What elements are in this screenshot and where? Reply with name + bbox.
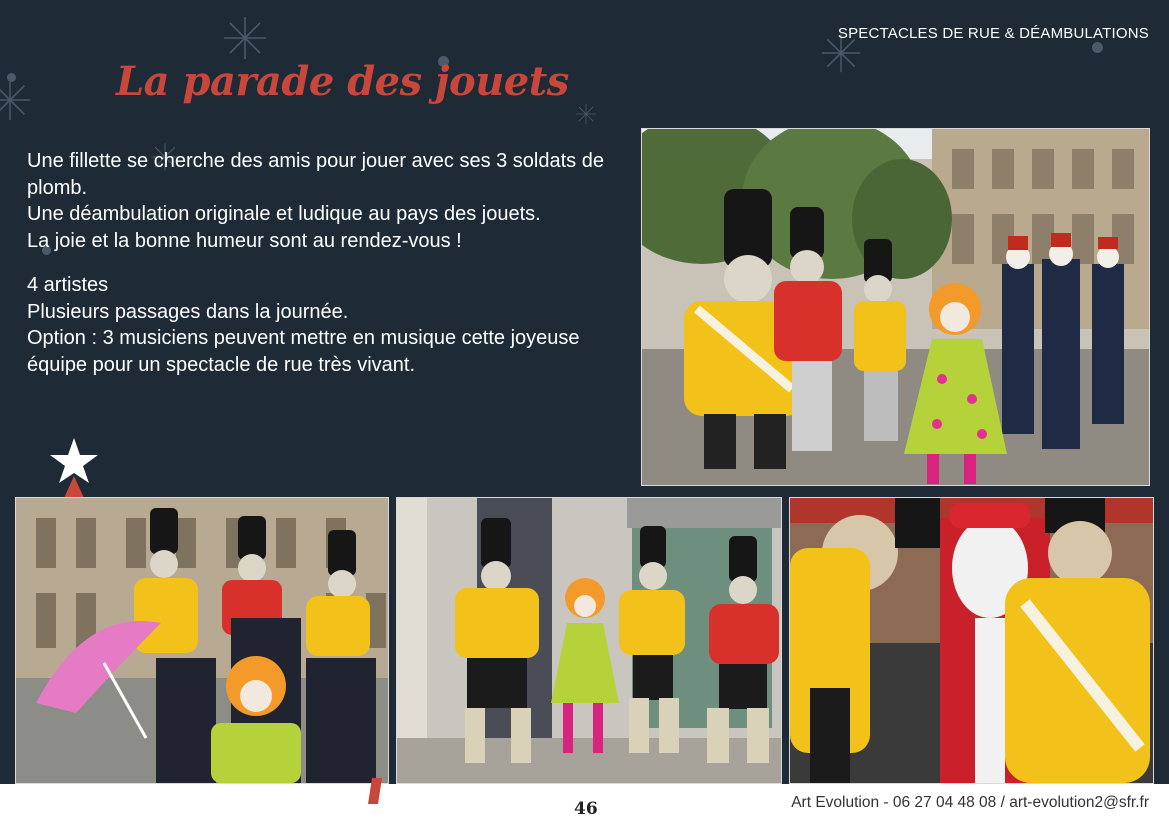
page-title: La parade des jouets bbox=[116, 58, 569, 105]
intro-paragraph: Une fillette se cherche des amis pour jouer avec ses 3 soldats de plomb. bbox=[27, 150, 604, 199]
section-label: SPECTACLES DE RUE & DÉAMBULATIONS bbox=[837, 25, 1149, 42]
gallery-photo bbox=[15, 497, 389, 784]
decor-dot bbox=[7, 73, 16, 82]
intro-text bbox=[27, 148, 627, 378]
snowflake-icon bbox=[222, 15, 268, 61]
main-photo bbox=[641, 128, 1150, 486]
intro-paragraph: Une déambulation originale et ludique au pays des jouets. bbox=[27, 203, 541, 225]
intro-paragraph: Plusieurs passages dans la journée. bbox=[27, 300, 349, 323]
intro-paragraph: 4 artistes bbox=[27, 274, 109, 296]
intro-paragraph: Option : 3 musiciens peuvent mettre en musique cette joyeuse équipe pour un spectacle de rue très vivant. bbox=[27, 327, 580, 376]
footer-contact: Art Evolution - 06 27 04 48 08 / art-evolution2@sfr.fr bbox=[791, 794, 1149, 811]
intro-paragraph: La joie et la bonne humeur sont au rendez-vous ! bbox=[27, 229, 462, 252]
gallery-photo bbox=[789, 497, 1154, 784]
ribbon-decor bbox=[368, 778, 390, 804]
decor-dot bbox=[1092, 42, 1103, 53]
snowflake-icon bbox=[0, 78, 32, 122]
page-number: 46 bbox=[574, 799, 598, 819]
star-icon bbox=[48, 436, 100, 498]
gallery-photo bbox=[396, 497, 782, 784]
snowflake-icon bbox=[575, 103, 597, 125]
